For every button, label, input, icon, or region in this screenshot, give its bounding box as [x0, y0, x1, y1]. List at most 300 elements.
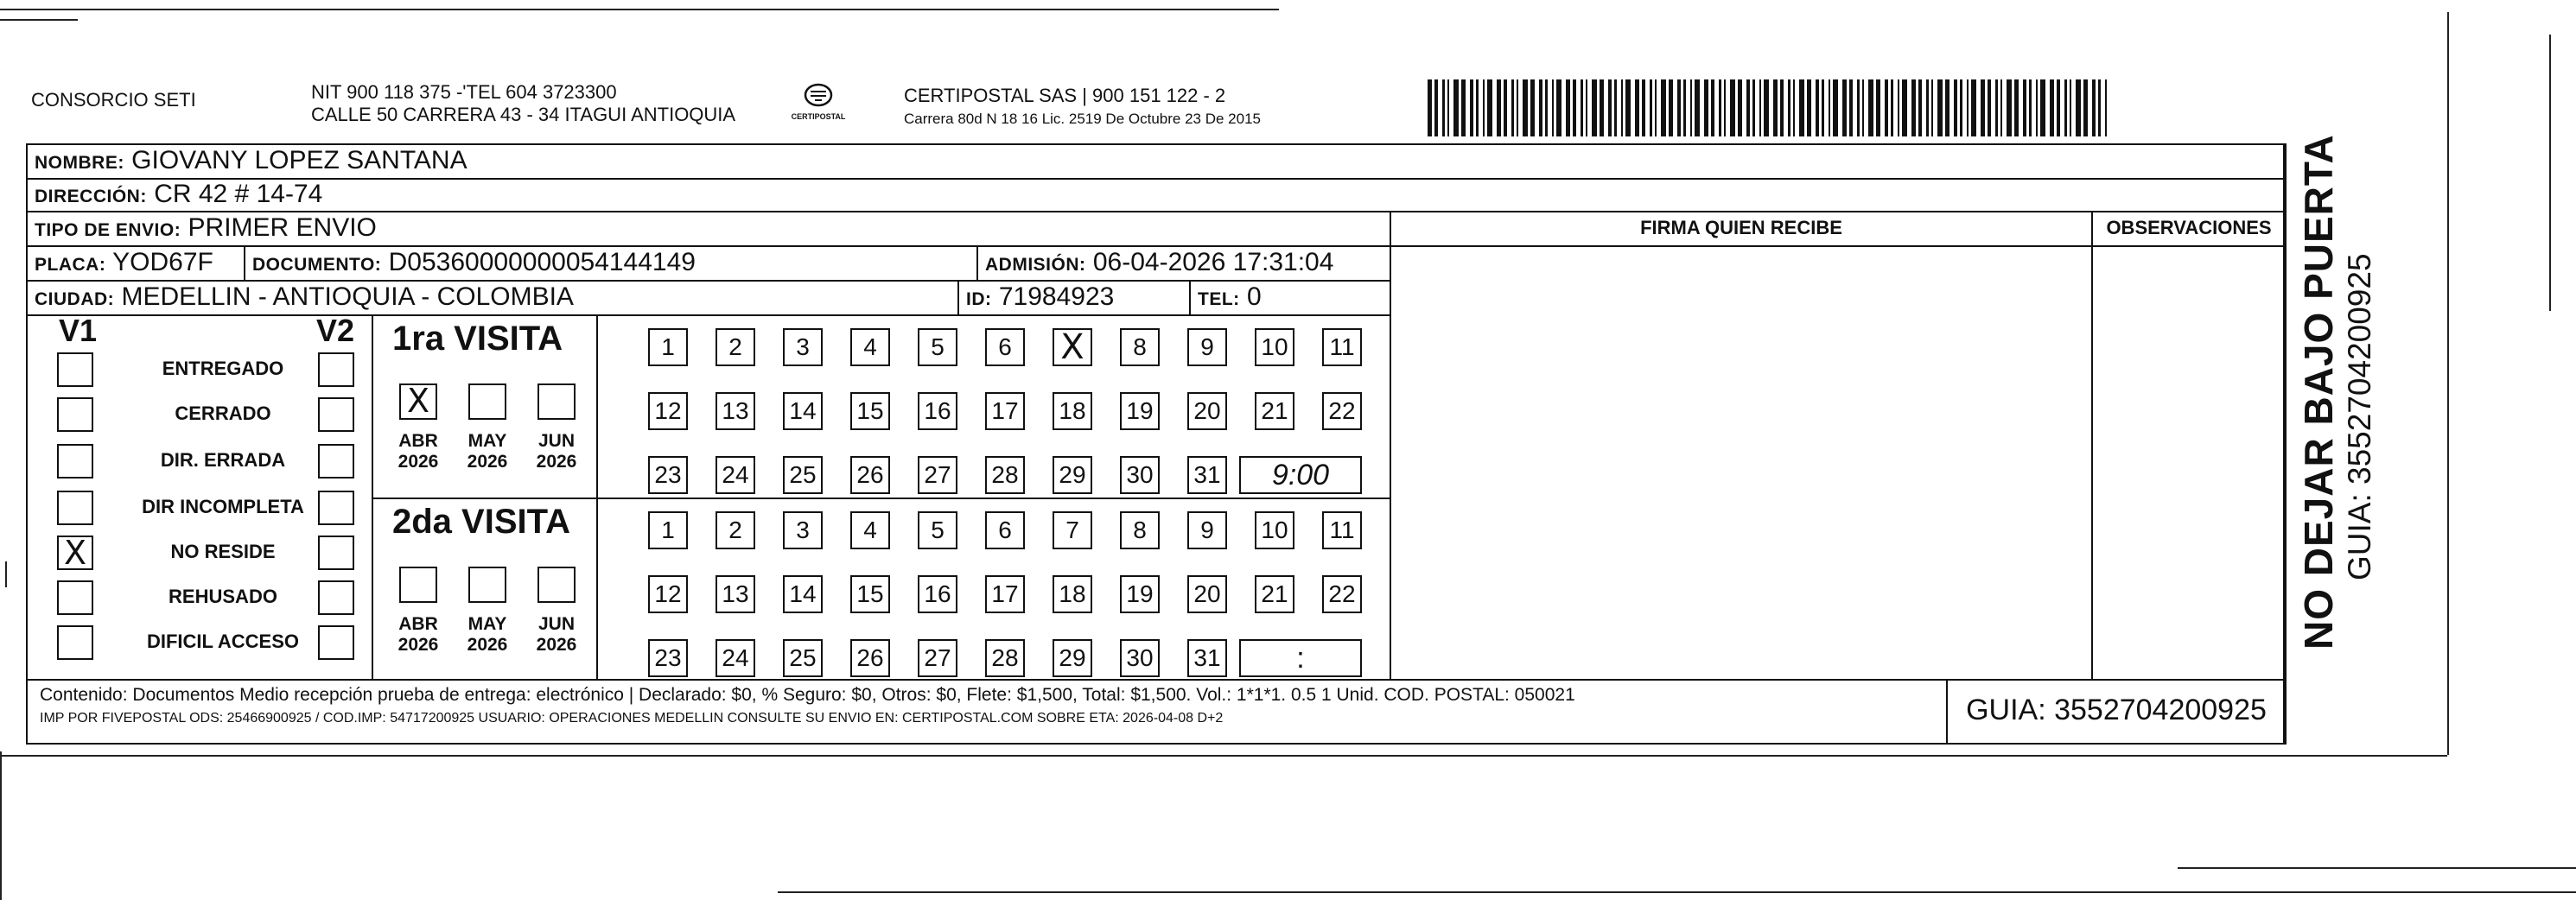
barcode-bar [1655, 79, 1657, 136]
month-check-mark: X [406, 382, 430, 420]
v1-check-mark [59, 354, 92, 385]
v1-checkbox[interactable] [57, 580, 93, 615]
day-box[interactable] [1120, 392, 1160, 430]
barcode-bar [1461, 79, 1466, 136]
day-box[interactable] [850, 456, 890, 494]
barcode-bar [1695, 79, 1700, 136]
day-number: 12 [654, 397, 682, 424]
month-year: 2026 [536, 452, 577, 472]
tel-label: TEL: [1198, 289, 1240, 309]
day-number: 15 [856, 397, 884, 424]
month-checkbox[interactable] [537, 567, 576, 603]
day-box[interactable] [1053, 639, 1092, 677]
barcode-bar [2007, 79, 2012, 136]
v1-checkbox[interactable] [57, 625, 93, 660]
day-number: 22 [1328, 580, 1356, 607]
day-number: 11 [1329, 333, 1355, 360]
day-number: 1 [661, 333, 675, 360]
day-number: 24 [722, 461, 749, 488]
day-box[interactable] [1187, 328, 1227, 366]
day-box[interactable] [985, 639, 1025, 677]
v2-checkbox[interactable] [318, 444, 354, 479]
v1-label: V1 [59, 313, 98, 348]
direccion-label: DIRECCIÓN: [35, 187, 147, 206]
barcode-bar [1773, 79, 1778, 136]
day-number: 22 [1328, 397, 1356, 424]
carrier-name: CERTIPOSTAL SAS | 900 151 122 - 2 [904, 85, 1226, 106]
day-box[interactable] [716, 575, 755, 613]
barcode-bar [1833, 79, 1838, 136]
day-box[interactable] [1187, 575, 1227, 613]
day-number: 15 [856, 580, 884, 607]
barcode-bar [1573, 79, 1576, 136]
day-number: 6 [998, 333, 1012, 360]
barcode-bar [1517, 79, 1518, 136]
day-box[interactable] [1187, 511, 1227, 549]
visit-title: 2da VISITA [392, 503, 570, 541]
barcode-bar [1530, 79, 1535, 136]
day-number: 29 [1059, 644, 1086, 671]
barcode-bar [1447, 79, 1449, 136]
admision-value: 06-04-2026 17:31:04 [1092, 248, 1334, 276]
day-number: 23 [654, 461, 682, 488]
day-box[interactable] [783, 575, 823, 613]
barcode-bar [1822, 79, 1824, 136]
day-box[interactable] [783, 511, 823, 549]
barcode-bar [1857, 79, 1860, 136]
day-box[interactable] [1187, 639, 1227, 677]
visit-time-value: 9:00 [1271, 459, 1330, 491]
month-year: 2026 [467, 452, 508, 472]
month-year: 2026 [467, 635, 508, 655]
month-checkbox[interactable] [468, 567, 506, 603]
v2-checkbox[interactable] [318, 625, 354, 660]
day-box[interactable] [1053, 456, 1092, 494]
day-box[interactable] [918, 328, 957, 366]
visit-time-value: : [1296, 642, 1305, 675]
day-box[interactable] [716, 392, 755, 430]
barcode-bar [1862, 79, 1864, 136]
barcode-bar [1650, 79, 1652, 136]
tel-value: 0 [1247, 282, 1262, 311]
id-label: ID: [966, 289, 992, 309]
v1-check-mark [59, 627, 92, 658]
month-year: 2026 [398, 452, 439, 472]
day-box[interactable] [716, 456, 755, 494]
barcode-bar [1988, 79, 1991, 136]
day-number: 24 [722, 644, 749, 671]
day-number: 21 [1261, 397, 1288, 424]
day-number: 25 [789, 461, 817, 488]
barcode-bar [1704, 79, 1708, 136]
barcode-bar [1434, 79, 1438, 136]
barcode-bar [1891, 79, 1893, 136]
day-box[interactable] [648, 392, 688, 430]
sender-address: CALLE 50 CARRERA 43 - 34 ITAGUI ANTIOQUIA [311, 104, 736, 125]
day-number: 21 [1261, 580, 1288, 607]
month-label: MAY [467, 431, 507, 451]
barcode-bar [1614, 79, 1617, 136]
barcode-bar [1539, 79, 1542, 136]
day-box[interactable] [648, 511, 688, 549]
day-box[interactable] [850, 511, 890, 549]
barcode-bar [1752, 79, 1755, 136]
day-box[interactable] [1187, 456, 1227, 494]
visit-time-field[interactable] [1239, 639, 1362, 677]
day-number: 3 [796, 333, 810, 360]
imp-text: IMP POR FIVEPOSTAL ODS: 25466900925 / COD.IMP: 54717200925 USUARIO: OPERACIONES MEDELLIN CONSULTE SU ENVIO EN: CERTIPOSTAL.COM SOBRE ETA: 2026-04-08 D+2 [40, 711, 1224, 726]
placa-label: PLACA: [35, 255, 106, 275]
barcode-bar [1746, 79, 1750, 136]
day-number: 28 [991, 461, 1019, 488]
barcode-bar [1719, 79, 1721, 136]
day-box[interactable] [1120, 511, 1160, 549]
v1-checkbox[interactable] [57, 352, 93, 387]
day-box[interactable] [918, 639, 957, 677]
day-box[interactable] [1322, 511, 1362, 549]
barcode-bar [1868, 79, 1873, 136]
day-box[interactable] [1255, 511, 1294, 549]
barcode-bar [1788, 79, 1790, 136]
day-number: 18 [1059, 580, 1086, 607]
barcode-bar [1453, 79, 1459, 136]
day-box[interactable] [985, 392, 1025, 430]
day-box[interactable] [648, 575, 688, 613]
sender-nit: NIT 900 118 375 -'TEL 604 3723300 [311, 81, 617, 103]
day-box[interactable] [985, 456, 1025, 494]
day-box[interactable] [1053, 392, 1092, 430]
sender-name: CONSORCIO SETI [31, 89, 196, 111]
barcode-bar [1552, 79, 1554, 136]
day-box[interactable] [1255, 575, 1294, 613]
day-number: 4 [863, 517, 877, 543]
tel-field [1198, 280, 1262, 317]
month-checkbox[interactable] [399, 383, 437, 420]
day-number: 13 [722, 580, 749, 607]
barcode-bar [1981, 79, 1985, 136]
barcode-bar [1960, 79, 1962, 136]
nombre-row [35, 143, 467, 181]
barcode-bar [1911, 79, 1916, 136]
month-checkbox[interactable] [468, 383, 506, 420]
day-box[interactable] [716, 511, 755, 549]
barcode-bar [1487, 79, 1492, 136]
day-number: 26 [856, 644, 884, 671]
day-number: 20 [1193, 397, 1221, 424]
day-box[interactable] [1255, 328, 1294, 366]
day-box[interactable] [850, 328, 890, 366]
day-number: 4 [863, 333, 877, 360]
month-label: ABR [398, 431, 438, 451]
day-box[interactable] [783, 328, 823, 366]
visit-time-field[interactable] [1239, 456, 1362, 494]
nombre-value: GIOVANY LOPEZ SANTANA [131, 146, 467, 174]
day-number: 10 [1261, 333, 1288, 360]
documento-label: DOCUMENTO: [252, 255, 382, 275]
status-label: DIR. ERRADA [160, 449, 286, 471]
barcode-bar [1898, 79, 1899, 136]
day-number: 19 [1126, 580, 1154, 607]
day-number: 1 [661, 517, 675, 543]
barcode-bar [1566, 79, 1570, 136]
day-number: 25 [789, 644, 817, 671]
contenido-text: Contenido: Documentos Medio recepción prueba de entrega: electrónico | Declarado: $0, % Seguro: $0, Otros: $0, Flete: $1,500, Total: $1,500. Vol.: 1*1*1. 0.5 1 Unid. COD. POSTAL: 050021 [40, 685, 1575, 705]
barcode-bar [1677, 79, 1681, 136]
day-number: 20 [1193, 580, 1221, 607]
month-check-mark [401, 568, 436, 601]
day-check-mark: X [1060, 327, 1084, 367]
v1-check-mark: X [63, 534, 87, 572]
day-number: 23 [654, 644, 682, 671]
barcode-bar [1511, 79, 1514, 136]
barcode-bar [1971, 79, 1976, 136]
day-box[interactable] [1322, 392, 1362, 430]
day-number: 31 [1193, 461, 1221, 488]
barcode-bar [1711, 79, 1714, 136]
barcode-bar [1918, 79, 1922, 136]
barcode-bar [1816, 79, 1819, 136]
day-number: 31 [1193, 644, 1221, 671]
v2-check-mark [320, 492, 353, 523]
month-checkbox[interactable] [399, 567, 437, 603]
documento-value: D05360000000054144149 [388, 248, 696, 276]
ciudad-value: MEDELLIN - ANTIOQUIA - COLOMBIA [121, 282, 574, 311]
day-box[interactable] [783, 639, 823, 677]
month-label: ABR [398, 614, 438, 634]
v1-checkbox[interactable] [57, 536, 93, 570]
visit-title: 1ra VISITA [392, 320, 563, 358]
tipo-envio-row [35, 211, 377, 248]
month-checkbox[interactable] [537, 383, 576, 420]
barcode-bar [1476, 79, 1479, 136]
barcode-bar [2064, 79, 2067, 136]
certipostal-logo [790, 79, 847, 131]
status-label: DIFICIL ACCESO [146, 631, 299, 652]
v2-check-mark [320, 537, 353, 568]
placa-value: YOD67F [112, 248, 213, 276]
day-box[interactable] [1053, 511, 1092, 549]
day-number: 6 [998, 517, 1012, 543]
v1-check-mark [59, 399, 92, 430]
barcode-bar [2083, 79, 2088, 136]
observaciones-header: OBSERVACIONES [2106, 217, 2272, 238]
v1-check-mark [59, 492, 92, 523]
barcode-bar [2076, 79, 2081, 136]
month-label: JUN [537, 431, 575, 451]
v2-checkbox[interactable] [318, 491, 354, 525]
v1-checkbox[interactable] [57, 397, 93, 432]
barcode-bar [1642, 79, 1645, 136]
barcode-bar [2050, 79, 2054, 136]
tipo-envio-value: PRIMER ENVIO [188, 213, 377, 242]
day-box[interactable] [1120, 456, 1160, 494]
v2-check-mark [320, 446, 353, 477]
day-number: 30 [1126, 461, 1154, 488]
barcode-bar [1876, 79, 1880, 136]
v2-checkbox[interactable] [318, 397, 354, 432]
day-number: 28 [991, 644, 1019, 671]
barcode-bar [1661, 79, 1666, 136]
barcode-bar [1954, 79, 1957, 136]
barcode-bar [1764, 79, 1769, 136]
barcode-bar [1504, 79, 1507, 136]
direccion-value: CR 42 # 14-74 [154, 180, 323, 208]
barcode-bar [2023, 79, 2026, 136]
barcode-bar [1926, 79, 1929, 136]
v1-check-mark [59, 446, 92, 477]
day-box[interactable] [985, 328, 1025, 366]
day-number: 30 [1126, 644, 1154, 671]
barcode-bar [1581, 79, 1583, 136]
barcode-bar [1428, 79, 1432, 136]
barcode-bar [1995, 79, 1998, 136]
no-dejar-bajo-puerta-label: NO DEJAR BAJO PUERTA [2296, 134, 2341, 650]
barcode-bar [1799, 79, 1804, 136]
day-number: 16 [924, 397, 951, 424]
day-box[interactable] [918, 511, 957, 549]
day-box[interactable] [918, 456, 957, 494]
day-number: 17 [991, 580, 1019, 607]
v2-checkbox[interactable] [318, 536, 354, 570]
barcode-bar [1902, 79, 1907, 136]
id-value: 71984923 [998, 282, 1115, 311]
day-box[interactable] [1322, 328, 1362, 366]
barcode-bar [1885, 79, 1888, 136]
day-box[interactable] [1120, 575, 1160, 613]
day-box[interactable] [716, 639, 755, 677]
barcode-bar [2057, 79, 2060, 136]
day-number: 2 [728, 333, 742, 360]
v2-check-mark [320, 354, 353, 385]
day-number: 3 [796, 517, 810, 543]
day-number: 8 [1133, 517, 1147, 543]
v2-label: V2 [316, 313, 355, 348]
barcode-bar [2092, 79, 2096, 136]
barcode-bar [1849, 79, 1853, 136]
day-box[interactable] [985, 575, 1025, 613]
barcode-bar [1931, 79, 1933, 136]
day-number: 27 [924, 644, 951, 671]
logo-text: CERTIPOSTAL [791, 112, 846, 121]
ciudad-label: CIUDAD: [35, 289, 115, 309]
day-box[interactable] [648, 456, 688, 494]
barcode-bar [1483, 79, 1485, 136]
barcode-bar [2000, 79, 2002, 136]
day-number: 9 [1200, 517, 1214, 543]
barcode-bar [2098, 79, 2101, 136]
day-box[interactable] [985, 511, 1025, 549]
side-guia-number: GUIA: 3552704200925 [2342, 253, 2377, 580]
day-box[interactable] [1187, 392, 1227, 430]
barcode-bar [1967, 79, 1969, 136]
barcode-bar [1608, 79, 1612, 136]
day-number: 14 [789, 580, 817, 607]
day-box[interactable] [918, 392, 957, 430]
day-box[interactable] [1120, 639, 1160, 677]
day-number: 26 [856, 461, 884, 488]
id-field [966, 280, 1114, 317]
day-number: 5 [931, 333, 945, 360]
day-box[interactable] [783, 456, 823, 494]
barcode-bar [1621, 79, 1623, 136]
barcode-bar [2070, 79, 2071, 136]
v2-check-mark [320, 582, 353, 613]
barcode-bar [1730, 79, 1735, 136]
month-check-mark [470, 385, 505, 418]
barcode-bar [1545, 79, 1548, 136]
day-box[interactable] [716, 328, 755, 366]
barcode-bar [1625, 79, 1631, 136]
day-box[interactable] [850, 639, 890, 677]
v1-checkbox[interactable] [57, 444, 93, 479]
ciudad-field [35, 280, 574, 317]
v2-checkbox[interactable] [318, 352, 354, 387]
barcode-bar [1690, 79, 1692, 136]
day-number: 9 [1200, 333, 1214, 360]
day-number: 18 [1059, 397, 1086, 424]
barcode-bar [1829, 79, 1830, 136]
barcode-bar [1442, 79, 1445, 136]
day-number: 16 [924, 580, 951, 607]
day-box[interactable] [648, 639, 688, 677]
tipo-envio-label: TIPO DE ENVIO: [35, 220, 181, 240]
direccion-row [35, 177, 322, 214]
status-label: NO RESIDE [170, 541, 276, 562]
barcode-bar [1592, 79, 1597, 136]
barcode-bar [1635, 79, 1639, 136]
barcode-bar [1738, 79, 1742, 136]
barcode-bar [1600, 79, 1604, 136]
barcode-bar [1937, 79, 1943, 136]
day-number: 13 [722, 397, 749, 424]
barcode-bar [1945, 79, 1949, 136]
barcode-bar [1586, 79, 1587, 136]
barcode-bar [2036, 79, 2038, 136]
status-label: DIR INCOMPLETA [142, 496, 304, 517]
month-check-mark [470, 568, 505, 601]
v2-checkbox[interactable] [318, 580, 354, 615]
day-number: 5 [931, 517, 945, 543]
barcode-bar [1807, 79, 1811, 136]
barcode-bar [1842, 79, 1847, 136]
barcode-bar [1759, 79, 1761, 136]
v1-checkbox[interactable] [57, 491, 93, 525]
day-number: 27 [924, 461, 951, 488]
status-label: REHUSADO [169, 586, 277, 607]
day-number: 10 [1261, 517, 1288, 543]
barcode-bar [2014, 79, 2019, 136]
day-box[interactable] [783, 392, 823, 430]
day-box[interactable] [1322, 575, 1362, 613]
day-box[interactable] [850, 392, 890, 430]
barcode-bar [1497, 79, 1501, 136]
placa-field [35, 245, 213, 282]
barcode-bar [1470, 79, 1473, 136]
barcode [1428, 79, 2114, 136]
day-box[interactable] [1053, 328, 1092, 366]
day-box[interactable] [1053, 575, 1092, 613]
day-box[interactable] [850, 575, 890, 613]
day-box[interactable] [1120, 328, 1160, 366]
barcode-bar [1780, 79, 1784, 136]
day-box[interactable] [1255, 392, 1294, 430]
admision-field [985, 245, 1333, 282]
day-number: 17 [991, 397, 1019, 424]
day-box[interactable] [648, 328, 688, 366]
v1-check-mark [59, 582, 92, 613]
day-box[interactable] [918, 575, 957, 613]
nombre-label: NOMBRE: [35, 153, 124, 173]
